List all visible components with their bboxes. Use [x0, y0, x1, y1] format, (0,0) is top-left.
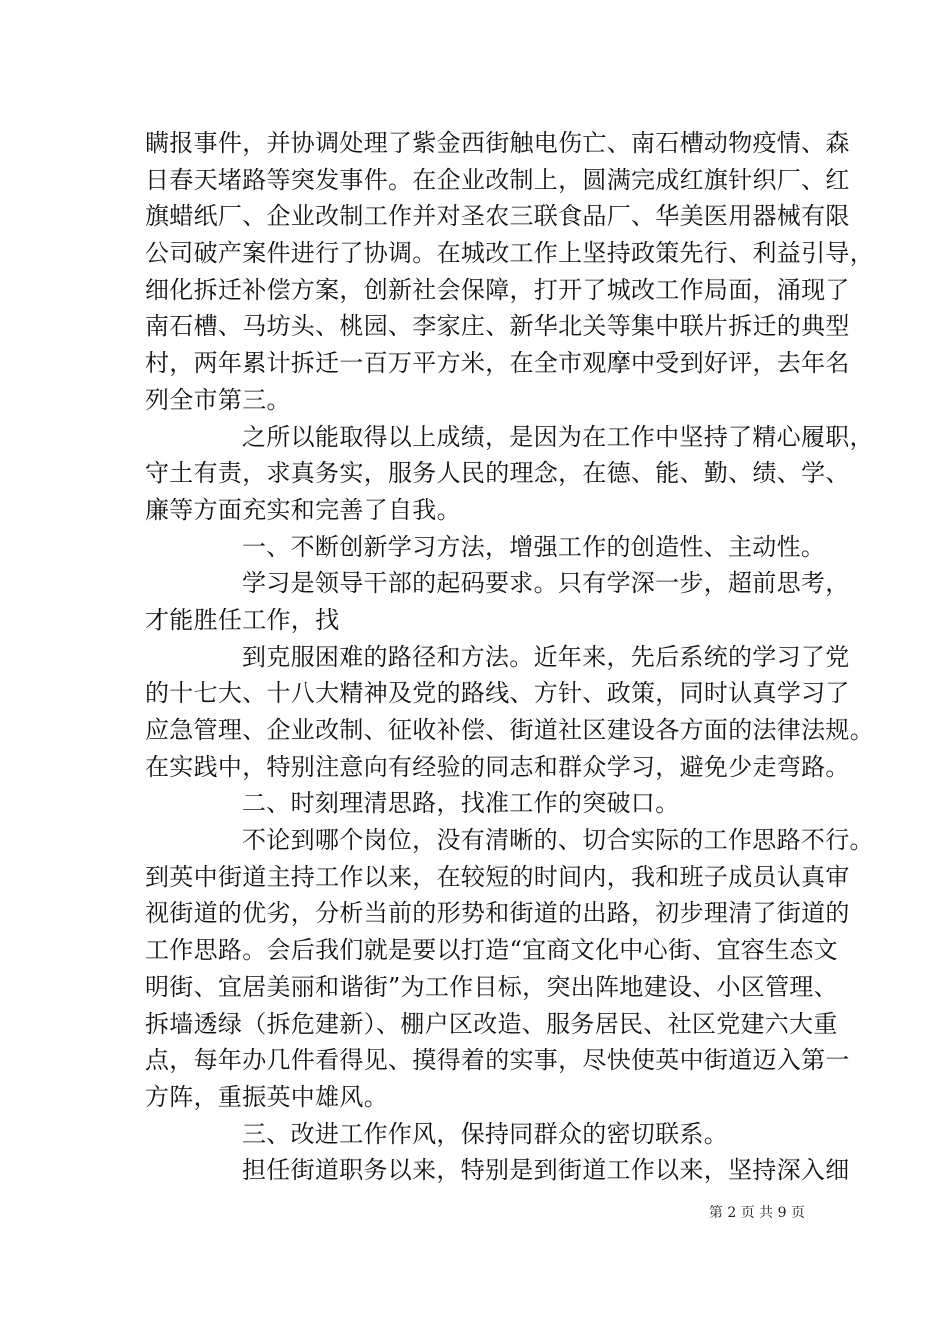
text-line: 廉等方面充实和完善了自我。 — [145, 495, 461, 524]
section-heading-3: 三、改进工作作风，保持同群众的密切联系。 — [242, 1119, 728, 1148]
text-line: 拆墙透绿（拆危建新）、棚户区改造、服务居民、社区党建六大重 — [145, 1009, 838, 1038]
text-line: 工作思路。会后我们就是要以打造“宜商文化中心街、宜容生态文 — [145, 936, 838, 965]
text-line: 村，两年累计拆迁一百万平方米，在全市观摩中受到好评，去年名 — [145, 349, 850, 378]
text-line: 细化拆迁补偿方案，创新社会保障，打开了城改工作局面，涌现了 — [145, 275, 850, 304]
text-line: 公司破产案件进行了协调。在城改工作上坚持政策先行、利益引导， — [145, 239, 874, 268]
text-line: 列全市第三。 — [145, 385, 291, 414]
paragraph-start-line: 之所以能取得以上成绩，是因为在工作中坚持了精心履职， — [242, 422, 874, 451]
text-line: 南石槽、马坊头、桃园、李家庄、新华北关等集中联片拆迁的典型 — [145, 312, 850, 341]
text-line: 在实践中，特别注意向有经验的同志和群众学习，避免少走弯路。 — [145, 752, 850, 781]
paragraph-start-line: 不论到哪个岗位，没有清晰的、切合实际的工作思路不行。 — [242, 826, 874, 855]
page-number-footer: 第 2 页 共 9 页 — [708, 1205, 805, 1221]
text-line: 才能胜任工作，找 — [145, 605, 340, 634]
text-line: 视街道的优劣，分析当前的形势和街道的出路，初步理清了街道的 — [145, 899, 850, 928]
text-line: 到英中街道主持工作以来，在较短的时间内，我和班子成员认真审 — [145, 862, 850, 891]
text-line: 瞒报事件，并协调处理了紫金西街触电伤亡、南石槽动物疫情、森 — [145, 129, 850, 157]
text-line: 明街、宜居美丽和谐街”为工作目标，突出阵地建设、小区管理、 — [145, 972, 838, 1001]
text-line: 日春天堵路等突发事件。在企业改制上，圆满完成红旗针织厂、红 — [145, 165, 850, 194]
section-heading-1: 一、不断创新学习方法，增强工作的创造性、主动性。 — [242, 532, 826, 561]
paragraph-start-line: 到克服困难的路径和方法。近年来，先后系统的学习了党 — [242, 642, 850, 671]
text-line: 守土有责，求真务实，服务人民的理念，在德、能、勤、绩、学、 — [145, 459, 850, 488]
document-body — [145, 125, 874, 1189]
text-line: 方阵，重振英中雄风。 — [145, 1082, 388, 1111]
text-line: 应急管理、企业改制、征收补偿、街道社区建设各方面的法律法规。 — [145, 716, 874, 744]
text-line: 点，每年办几件看得见、摸得着的实事，尽快使英中街道迈入第一 — [145, 1046, 850, 1075]
paragraph-start-line: 担任街道职务以来，特别是到街道工作以来，坚持深入细 — [242, 1156, 850, 1185]
paragraph-start-line: 学习是领导干部的起码要求。只有学深一步，超前思考， — [242, 569, 850, 598]
section-heading-2: 二、时刻理清思路，找准工作的突破口。 — [242, 789, 680, 818]
text-line: 旗蜡纸厂、企业改制工作并对圣农三联食品厂、华美医用器械有限 — [145, 202, 850, 231]
text-line: 的十七大、十八大精神及党的路线、方针、政策，同时认真学习了 — [145, 679, 850, 708]
